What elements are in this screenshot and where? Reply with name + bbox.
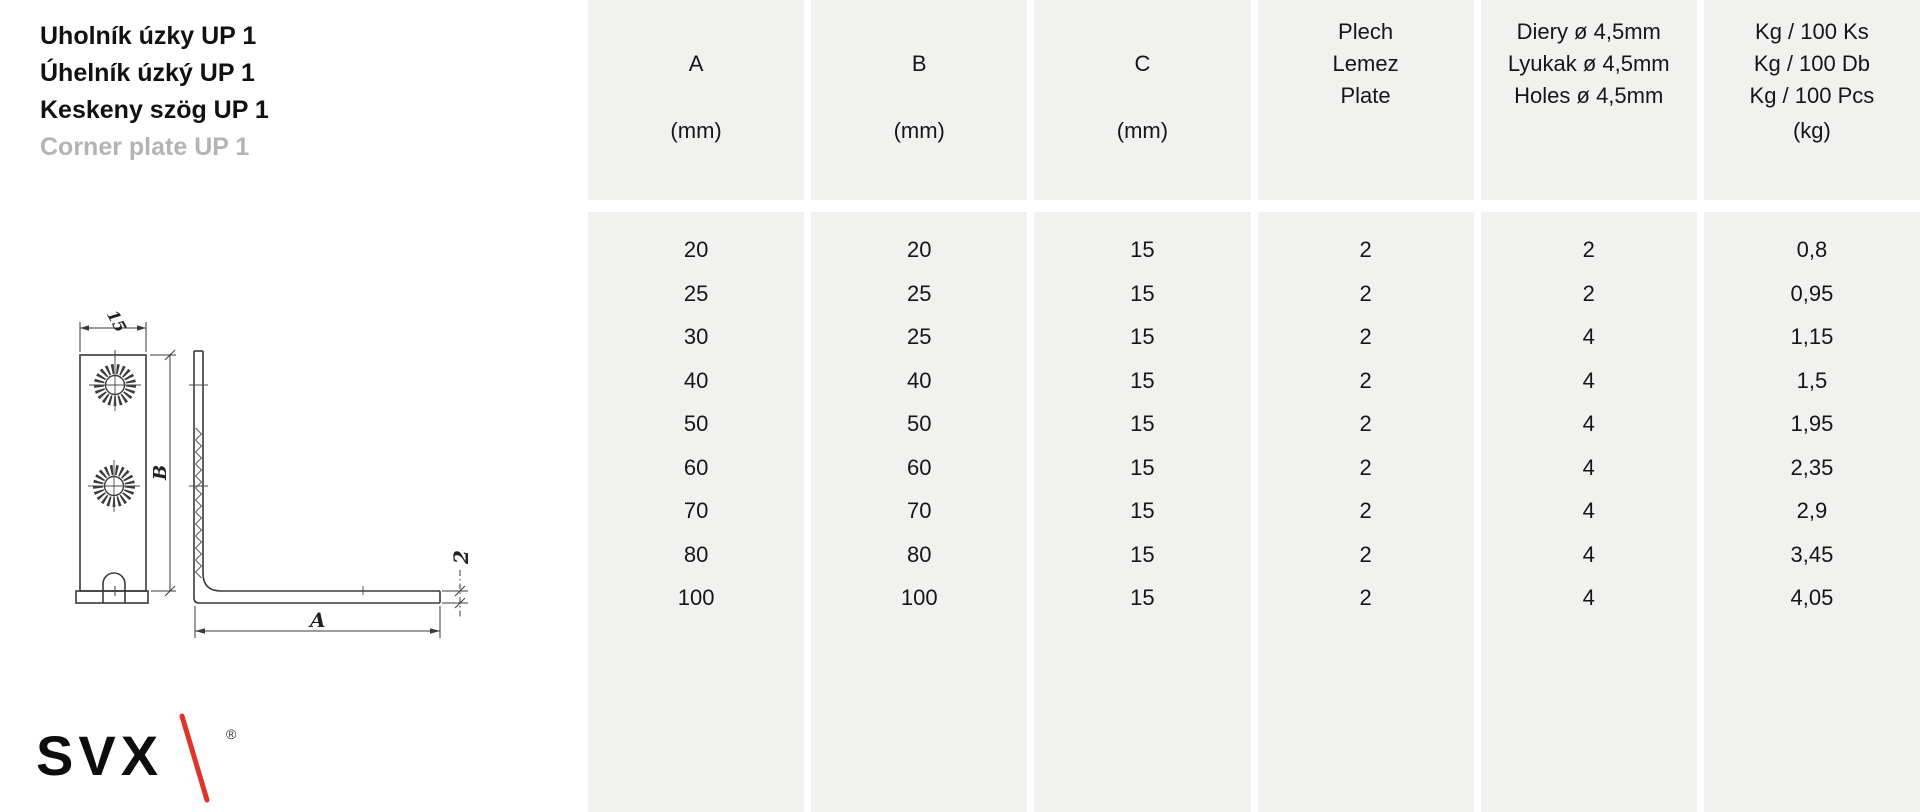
header-cell-4 — [1481, 0, 1697, 200]
data-cell-r6-c3: 2 — [1359, 498, 1372, 523]
header-line: Kg / 100 Ks — [1755, 19, 1869, 44]
data-cell-r0-c2: 15 — [1130, 237, 1155, 262]
data-cell-r3-c1: 40 — [907, 367, 932, 393]
header-line: B — [911, 51, 927, 76]
data-cell-r4-c5: 1,95 — [1790, 411, 1834, 436]
svx-logo — [30, 710, 260, 810]
product-title-3: Corner plate UP 1 — [40, 133, 250, 161]
data-cell-r4-c3: 2 — [1359, 411, 1372, 436]
data-cell-r7-c1: 80 — [907, 541, 932, 567]
data-cell-r5-c4: 4 — [1582, 454, 1595, 480]
header-unit: (mm) — [1116, 118, 1169, 143]
data-cell-r1-c1: 25 — [907, 280, 932, 306]
body-column-5 — [1704, 212, 1920, 812]
data-cell-r4-c0: 50 — [683, 411, 709, 436]
data-cell-r2-c3: 2 — [1359, 324, 1372, 349]
data-cell-r6-c5: 2,9 — [1796, 498, 1828, 523]
header-cell-3 — [1258, 0, 1474, 200]
data-cell-r4-c2: 15 — [1130, 411, 1155, 436]
side-view-profile — [194, 351, 440, 603]
data-cell-r3-c2: 15 — [1130, 367, 1155, 393]
technical-drawing — [58, 298, 482, 662]
data-cell-r2-c4: 4 — [1582, 324, 1595, 349]
product-title-0: Uholník úzky UP 1 — [40, 22, 257, 50]
side-view-stamp-marking — [196, 428, 202, 578]
header-line: Lemez — [1332, 51, 1399, 76]
title-block — [40, 18, 269, 166]
front-view-bottom-strip — [76, 591, 148, 603]
data-cell-r2-c1: 25 — [907, 324, 932, 349]
data-cell-r5-c0: 60 — [683, 454, 709, 480]
body-column-3 — [1258, 212, 1474, 812]
data-cell-r7-c3: 2 — [1359, 541, 1372, 567]
header-line: Holes ø 4,5mm — [1514, 83, 1664, 108]
header-line: Kg / 100 Db — [1753, 51, 1870, 76]
data-cell-r6-c2: 15 — [1130, 498, 1155, 523]
registered-trademark-icon: ® — [226, 726, 237, 742]
data-cell-r7-c2: 15 — [1130, 541, 1155, 567]
data-cell-r0-c4: 2 — [1582, 237, 1595, 262]
header-line: Diery ø 4,5mm — [1516, 19, 1661, 44]
data-cell-r2-c5: 1,15 — [1790, 324, 1834, 349]
data-cell-r5-c3: 2 — [1359, 454, 1372, 480]
dim-label-thickness: 2 — [449, 550, 473, 564]
data-cell-r2-c0: 30 — [683, 324, 709, 349]
left-panel — [0, 0, 588, 812]
body-column-2 — [1034, 212, 1250, 812]
product-title-1: Úhelník úzký UP 1 — [40, 59, 255, 87]
header-cell-2 — [1034, 0, 1250, 200]
header-unit: (kg) — [1792, 118, 1831, 143]
dim-label-width: 15 — [102, 306, 131, 336]
data-cell-r6-c4: 4 — [1582, 498, 1595, 523]
data-cell-r8-c3: 2 — [1359, 585, 1372, 610]
header-unit — [1481, 115, 1697, 147]
header-line: A — [688, 51, 704, 76]
body-column-4 — [1481, 212, 1697, 812]
header-line: Plech — [1338, 19, 1394, 44]
data-cell-r8-c5: 4,05 — [1790, 585, 1834, 610]
header-line: C — [1134, 51, 1151, 76]
data-cell-r5-c2: 15 — [1130, 454, 1155, 480]
dim-label-length: A — [310, 608, 326, 632]
dim-label-height: B — [150, 464, 171, 480]
data-cell-r8-c1: 100 — [900, 585, 938, 610]
data-cell-r7-c4: 4 — [1582, 541, 1595, 567]
header-line: Plate — [1340, 83, 1391, 108]
header-unit — [1258, 115, 1474, 147]
data-cell-r1-c5: 0,95 — [1790, 280, 1834, 306]
data-cell-r3-c3: 2 — [1359, 367, 1372, 393]
data-cell-r0-c0: 20 — [683, 237, 709, 262]
data-cell-r8-c4: 4 — [1582, 585, 1595, 610]
front-view-hole-top — [89, 359, 141, 411]
spec-table — [588, 0, 1920, 812]
body-column-0 — [588, 212, 804, 812]
front-view-slot — [103, 573, 125, 603]
header-line: Lyukak ø 4,5mm — [1507, 51, 1670, 76]
data-cell-r1-c3: 2 — [1359, 280, 1372, 306]
data-cell-r7-c5: 3,45 — [1790, 541, 1834, 567]
front-view-hole-bottom — [88, 460, 140, 512]
data-cell-r4-c1: 50 — [907, 411, 932, 436]
data-cell-r8-c0: 100 — [677, 585, 715, 610]
product-title-2: Keskeny szög UP 1 — [40, 96, 269, 124]
data-cell-r3-c0: 40 — [683, 367, 709, 393]
header-cell-5 — [1704, 0, 1920, 200]
data-cell-r2-c2: 15 — [1130, 324, 1155, 349]
data-cell-r0-c3: 2 — [1359, 237, 1372, 262]
header-line: Kg / 100 Pcs — [1749, 83, 1875, 108]
data-cell-r3-c5: 1,5 — [1796, 367, 1828, 393]
data-cell-r1-c0: 25 — [683, 280, 709, 306]
data-cell-r0-c5: 0,8 — [1796, 237, 1828, 262]
data-cell-r5-c5: 2,35 — [1790, 454, 1834, 480]
data-cell-r8-c2: 15 — [1130, 585, 1155, 610]
header-cell-0 — [588, 0, 804, 200]
data-cell-r5-c1: 60 — [907, 454, 932, 480]
data-cell-r3-c4: 4 — [1582, 367, 1595, 393]
header-cell-1 — [811, 0, 1027, 200]
header-unit: (mm) — [670, 118, 722, 143]
data-cell-r0-c1: 20 — [907, 237, 932, 262]
data-cell-r6-c0: 70 — [683, 498, 709, 523]
body-column-1 — [811, 212, 1027, 812]
data-cell-r4-c4: 4 — [1582, 411, 1595, 436]
data-cell-r1-c4: 2 — [1582, 280, 1595, 306]
data-cell-r1-c2: 15 — [1130, 280, 1155, 306]
data-cell-r6-c1: 70 — [907, 498, 932, 523]
data-cell-r7-c0: 80 — [683, 541, 709, 567]
svx-logo-text: SVX — [36, 724, 164, 787]
header-unit: (mm) — [893, 118, 945, 143]
